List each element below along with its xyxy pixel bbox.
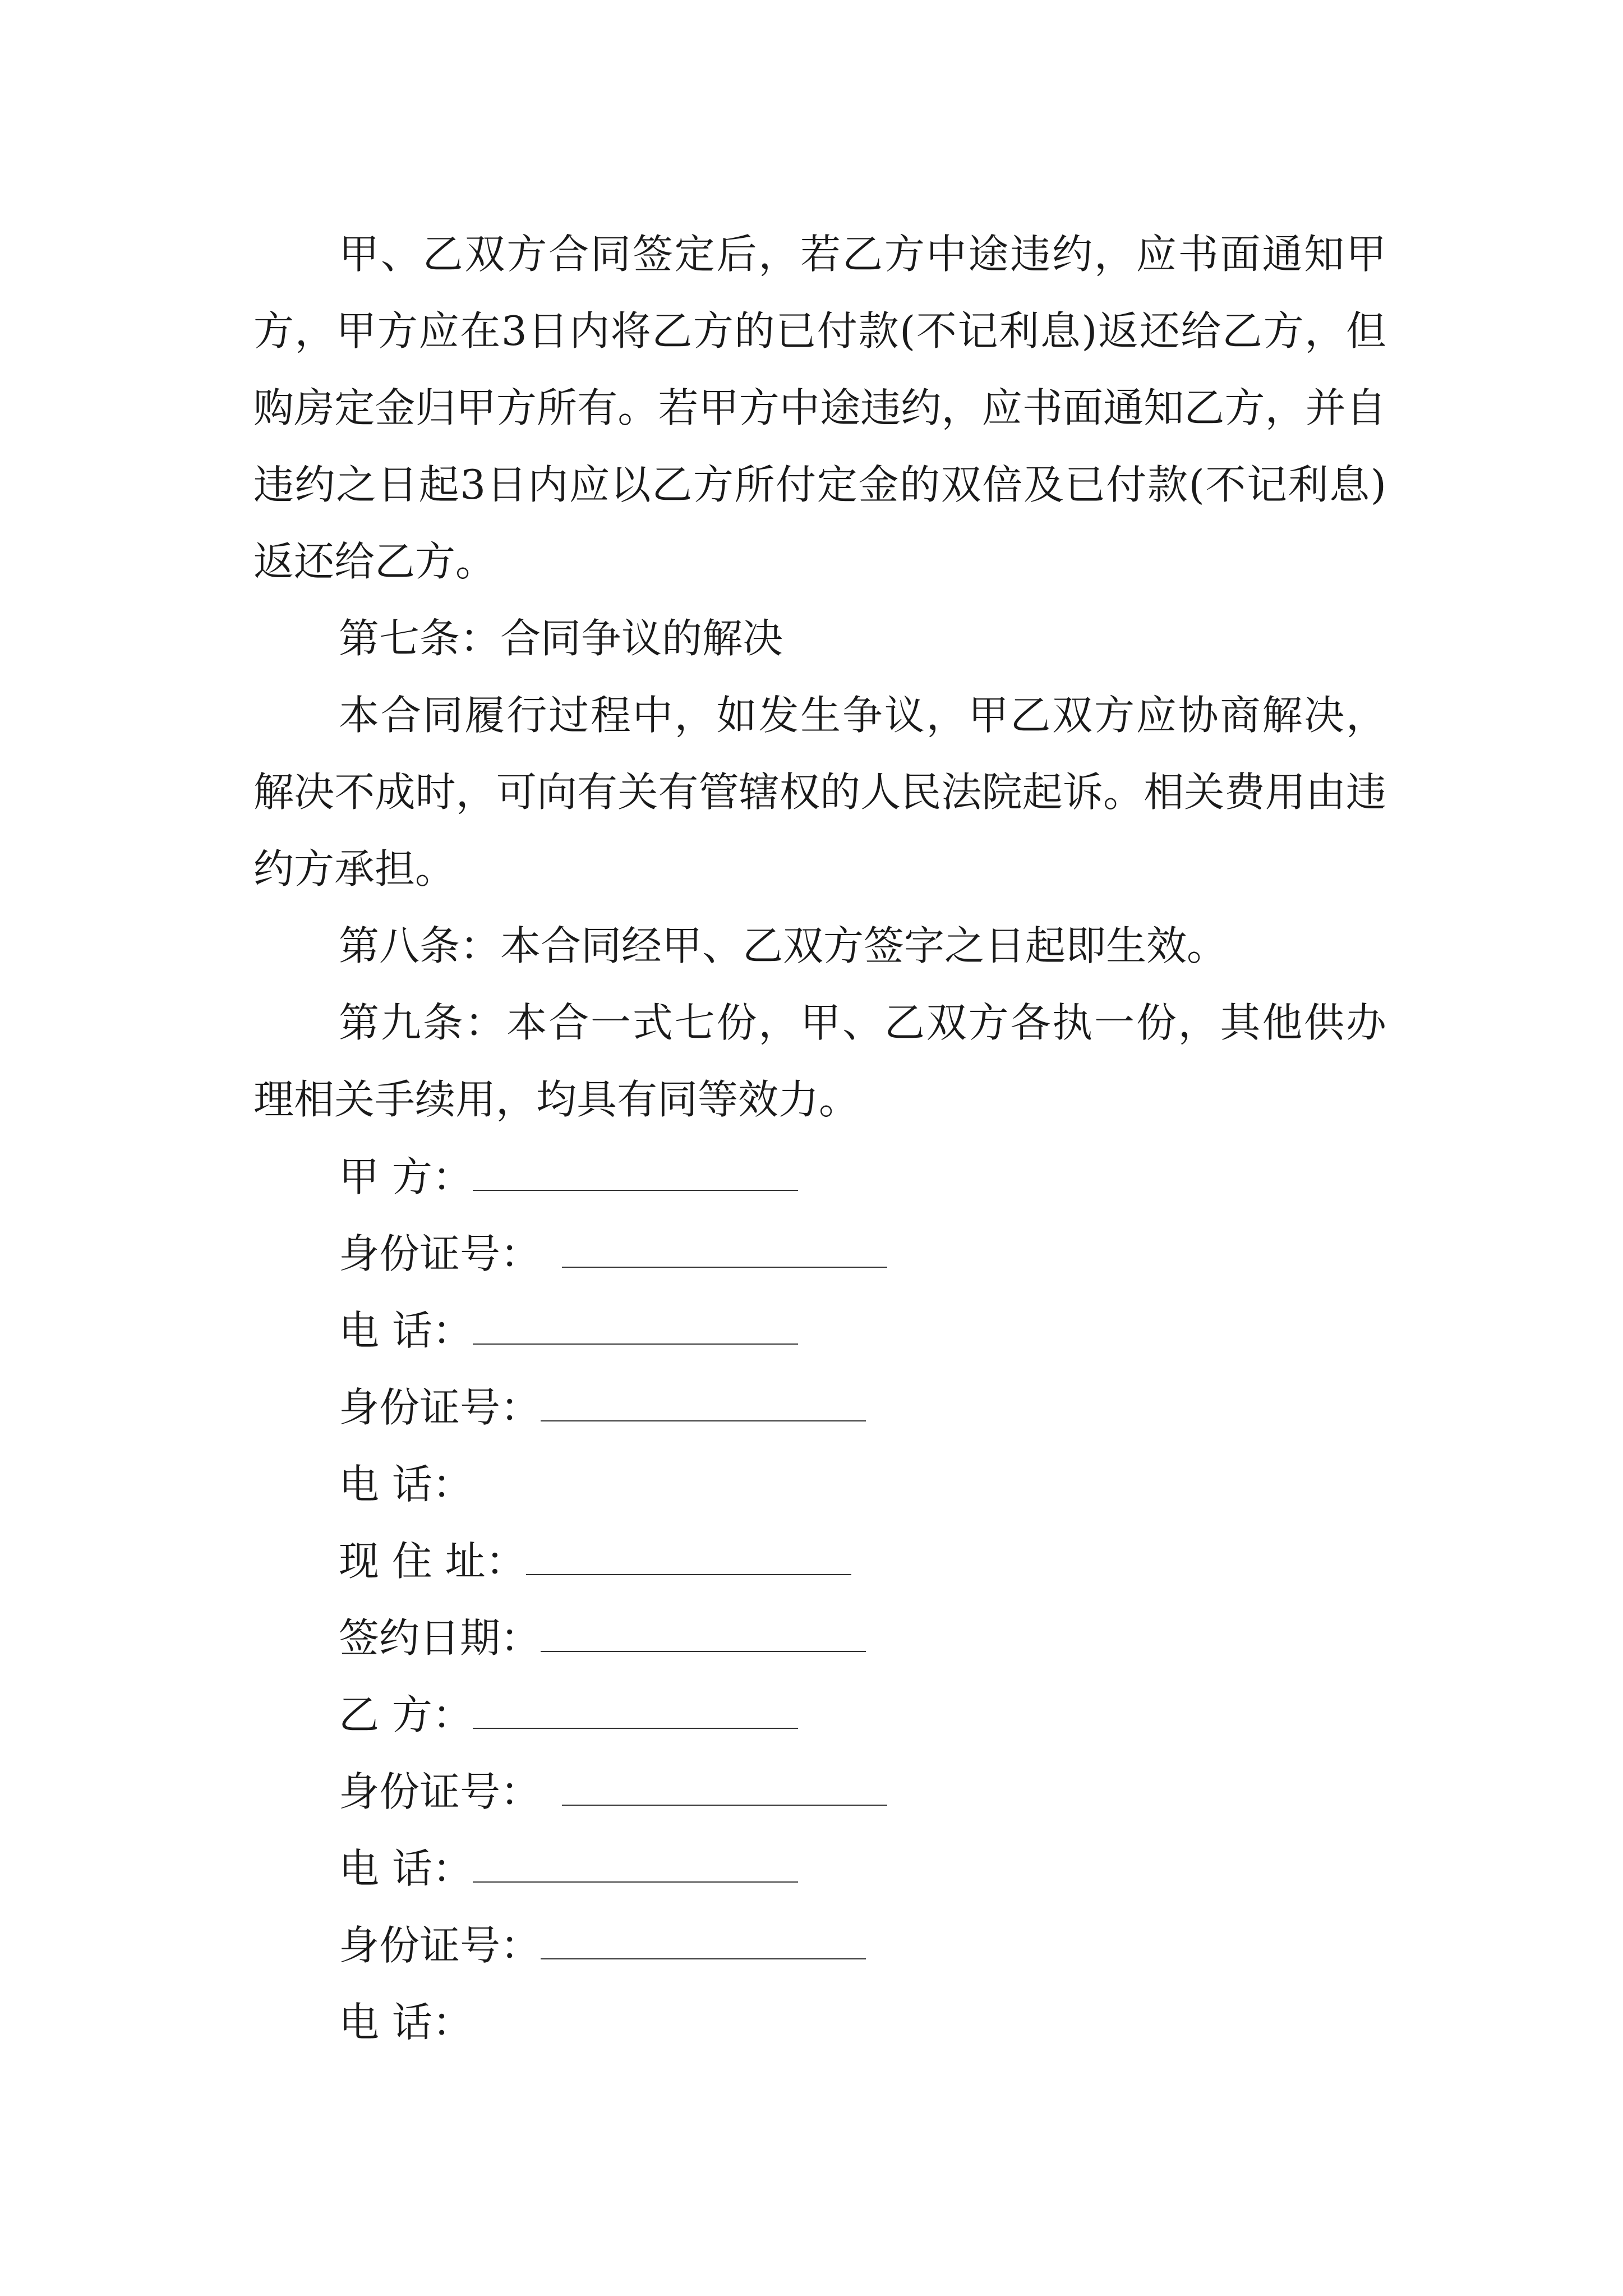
field-label: 现 住 址： — [339, 1538, 526, 1585]
signature-row-phone-b — [339, 1830, 887, 1907]
field-label: 电 话： — [339, 1307, 473, 1354]
blank-line — [473, 1153, 798, 1191]
paragraph-breach-terms: 甲、乙双方合同签定后，若乙方中途违约，应书面通知甲方，甲方应在3日内将乙方的已付款(不记利息)返还给乙方，但购房定金归甲方所有。若甲方中途违约，应书面通知乙方，并自违约之日起3日内应以乙方所付定金的双倍及已付款(不记利息)返还给乙方。 — [253, 231, 1386, 585]
signature-row-phone-a-2 — [339, 1446, 887, 1523]
blank-line — [541, 1921, 866, 1959]
field-label: 签约日期： — [339, 1614, 541, 1662]
field-label: 甲 方： — [339, 1153, 473, 1200]
field-label: 电 话： — [339, 1845, 473, 1892]
blank-line — [473, 1691, 798, 1729]
field-label: 乙 方： — [339, 1691, 473, 1738]
paragraph-dispute-resolution: 本合同履行过程中，如发生争议，甲乙双方应协商解决，解决不成时，可向有关有管辖权的人民法院起诉。相关费用由违约方承担。 — [253, 692, 1386, 892]
field-label: 身份证号： — [339, 1768, 541, 1815]
signature-row-id-a — [339, 1216, 887, 1292]
blank-line — [473, 1306, 798, 1345]
signature-row-address — [339, 1523, 887, 1600]
signature-row-date — [339, 1600, 887, 1677]
contract-body — [253, 216, 1386, 1138]
signature-row-phone-a — [339, 1292, 887, 1369]
signature-row-id-b-2 — [339, 1907, 887, 1984]
article-8: 第八条：本合同经甲、乙双方签字之日起即生效。 — [339, 922, 1228, 969]
article-9: 第九条：本合一式七份，甲、乙双方各执一份，其他供办理相关手续用，均具有同等效力。 — [253, 999, 1386, 1123]
blank-line — [526, 1537, 851, 1575]
signature-row-party-b — [339, 1677, 887, 1754]
signature-block — [339, 1139, 887, 2061]
blank-line — [541, 1614, 866, 1652]
field-label: 身份证号： — [339, 1922, 541, 1969]
blank-line — [562, 1768, 887, 1806]
field-label: 身份证号： — [339, 1384, 541, 1431]
field-label: 电 话： — [339, 1999, 473, 2046]
field-label: 电 话： — [339, 1461, 473, 1508]
article-7-heading: 第七条：合同争议的解决 — [339, 615, 783, 662]
blank-line — [562, 1230, 887, 1268]
blank-line — [473, 1844, 798, 1883]
blank-line — [541, 1383, 866, 1421]
field-label: 身份证号： — [339, 1230, 541, 1277]
signature-row-phone-b-2 — [339, 1984, 887, 2061]
signature-row-party-a — [339, 1139, 887, 1216]
signature-row-id-b — [339, 1754, 887, 1830]
signature-row-id-a-2 — [339, 1369, 887, 1446]
